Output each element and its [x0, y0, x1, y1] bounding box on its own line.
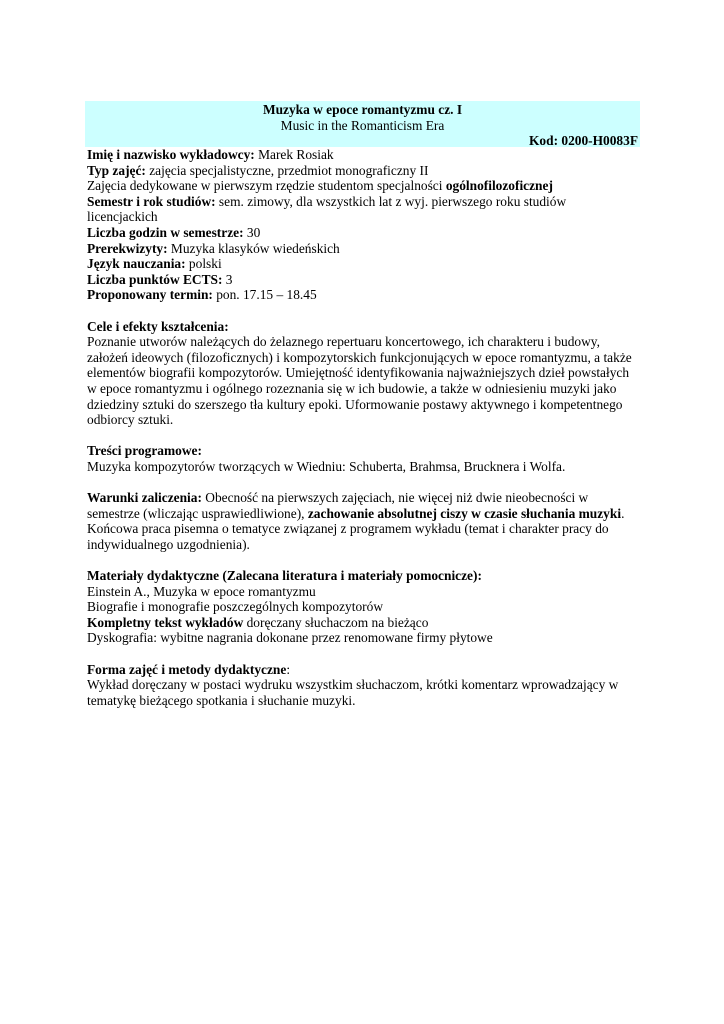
program-heading: Treści programowe:	[87, 443, 202, 459]
materials-item: Einstein A., Muzyka w epoce romantyzmu	[87, 583, 316, 599]
conditions-heading: Warunki zaliczenia:	[87, 490, 202, 506]
materials-item: Biografie i monografie poszczególnych kompozytorów	[87, 599, 383, 615]
course-title: Muzyka w epoce romantyzmu cz. I	[262, 102, 463, 117]
hours-row	[87, 225, 635, 241]
forms-text: Wykład doręczany w postaci wydruku wszystkim słuchaczom, krótki komentarz wprowadzający w	[87, 677, 619, 693]
forms-text: tematykę bieżącego spotkania i słuchanie muzyki.	[87, 692, 356, 708]
type-label: Typ zajęć:	[87, 162, 146, 178]
hours-label: Liczba godzin w semestrze:	[87, 224, 244, 240]
materials-item: Dyskografia: wybitne nagrania dokonane przez renomowane firmy płytowe	[87, 630, 493, 646]
document-body	[87, 147, 635, 708]
materials-item: Kompletny tekst wykładów doręczany słuchaczom na bieżąco	[87, 614, 429, 630]
term-row	[87, 287, 635, 303]
course-code: Kod: 0200-H0083F	[529, 133, 638, 149]
goals-line: odbiorcy sztuki.	[87, 412, 174, 428]
semester-row-cont: licencjackich	[87, 209, 158, 225]
silence-requirement: zachowanie absolutnej ciszy w czasie słuchania muzyki	[307, 505, 622, 521]
ects-row	[87, 272, 635, 288]
goals-heading: Cele i efekty kształcenia:	[87, 318, 229, 334]
semester-label: Semestr i rok studiów:	[87, 193, 216, 209]
goals-line: założeń ideowych (filozoficznych) i kompozytorskich funkcjonujących w epoce romantyzmu, a także	[87, 349, 632, 365]
course-header	[85, 101, 640, 147]
program-text: Muzyka kompozytorów tworzących w Wiedniu: Schuberta, Brahmsa, Brucknera i Wolfa.	[87, 458, 566, 474]
lecturer-row	[87, 147, 635, 163]
forms-heading: Forma zajęć i metody dydaktyczne:	[87, 661, 291, 677]
conditions-text: Obecność na pierwszych zajęciach, nie więcej niż dwie nieobecności w	[201, 490, 589, 506]
goals-line: Poznanie utworów należących do żelaznego repertuaru koncertowego, ich charakteru i budowy,	[87, 334, 600, 350]
goals-line: dziedziny sztuki do szerszego tła kultury epoki. Uformowanie postawy aktywnego i kompetentnego	[87, 396, 623, 412]
conditions-row	[87, 490, 635, 506]
prereq-label: Prerekwizyty:	[87, 240, 168, 256]
type-value: zajęcia specjalistyczne, przedmiot monograficzny II	[145, 162, 429, 178]
dedicated-text: Zajęcia dedykowane w pierwszym rzędzie studentom specjalności	[87, 178, 446, 194]
language-value: polski	[185, 256, 222, 272]
ects-value: 3	[222, 271, 233, 287]
hours-value: 30	[243, 224, 261, 240]
prereq-row	[87, 241, 635, 257]
conditions-row: semestrze (wliczając usprawiedliwione), zachowanie absolutnej ciszy w czasie słuchania muzyki.	[87, 505, 625, 521]
course-subtitle: Music in the Romanticism Era	[280, 117, 445, 133]
prereq-value: Muzyka klasyków wiedeńskich	[167, 240, 340, 256]
semester-value: sem. zimowy, dla wszystkich lat z wyj. pierwszego roku studiów	[215, 193, 567, 209]
ects-label: Liczba punktów ECTS:	[87, 271, 223, 287]
conditions-row: indywidualnego uzgodnienia).	[87, 536, 250, 552]
term-label: Proponowany termin:	[87, 287, 213, 303]
term-value: pon. 17.15 – 18.45	[212, 287, 317, 303]
type-row	[87, 163, 635, 179]
goals-line: w epoce romantyzmu i ogólnego rozeznania się w ich budowie, a także w odniesieniu muzyki jako	[87, 380, 617, 396]
lecturer-label: Imię i nazwisko wykładowcy:	[87, 147, 255, 162]
goals-line: elementów biografii kompozytorów. Umiejętność identyfikowania najważniejszych dzieł powstałych	[87, 365, 630, 381]
dedicated-specialty: ogólnofilozoficznej	[445, 178, 553, 194]
language-label: Język nauczania:	[87, 256, 186, 272]
conditions-row: Końcowa praca pisemna o tematyce związanej z programem wykładu (temat i charakter pracy do	[87, 521, 609, 537]
dedicated-row	[87, 178, 635, 194]
language-row	[87, 256, 635, 272]
lecturer-value: Marek Rosiak	[254, 147, 334, 162]
materials-heading: Materiały dydaktyczne (Zalecana literatura i materiały pomocnicze):	[87, 568, 482, 584]
semester-row	[87, 194, 635, 210]
